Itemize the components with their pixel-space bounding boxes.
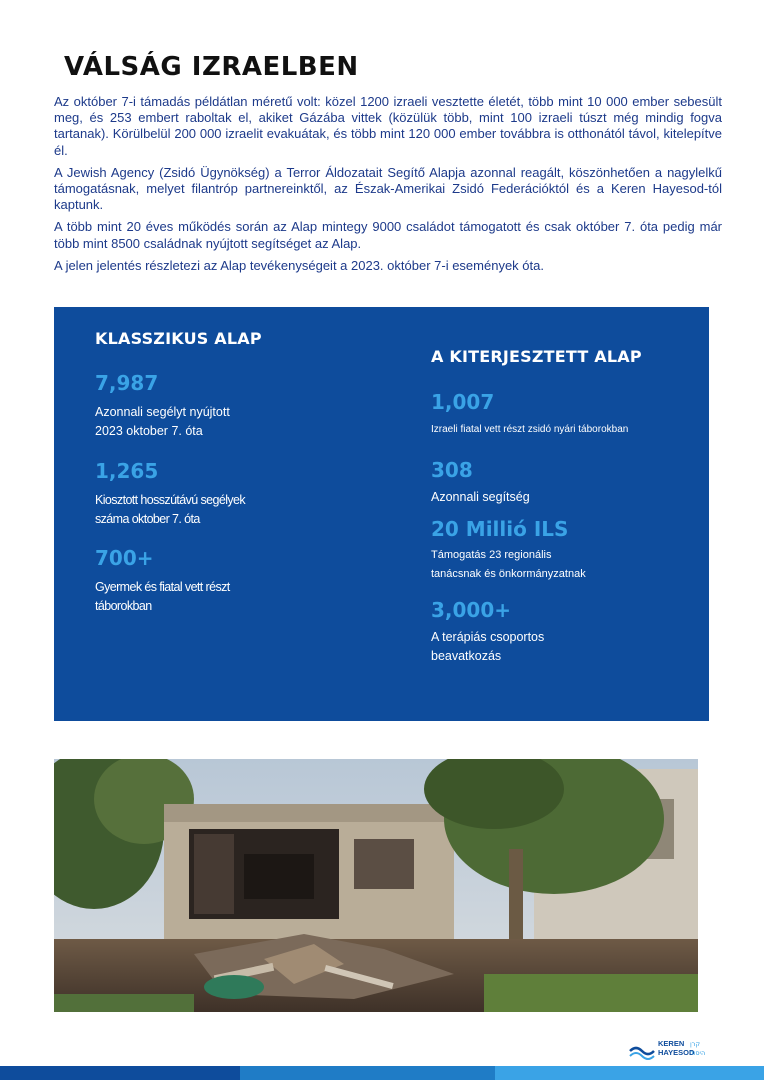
classic-fund-column [95, 329, 355, 616]
stat-desc-line: Kiosztott hosszútávú segélyek [95, 493, 246, 507]
stat-desc-line: tanácsnak és önkormányzatnak [431, 568, 586, 580]
footer-bar-segment [495, 1066, 764, 1080]
stat-value: 3,000+ [431, 598, 512, 622]
intro-paragraph-2: A Jewish Agency (Zsidó Ügynökség) a Terror Áldozatait Segítő Alapja azonnal reagált, köszönhetően a nagylelkű támogatásnak, melyet filantróp partnereinktől, az Észak-Amerikai Zsidó Federációktól és a Keren Hayesod-tól kaptunk. [54, 164, 722, 213]
logo-wordmark [658, 1040, 694, 1057]
stat-desc-line: 2023 oktober 7. óta [95, 424, 203, 438]
logo-line-1: KEREN [658, 1039, 685, 1048]
footer-bar-segment [240, 1066, 495, 1080]
stat-value: 7,987 [95, 371, 159, 395]
stat-desc-line: Támogatás 23 regionális [431, 549, 552, 561]
extended-fund-heading: A KITERJESZTETT ALAP [431, 347, 642, 366]
stat-value: 1,265 [95, 459, 159, 483]
classic-fund-heading: KLASSZIKUS ALAP [95, 329, 262, 348]
stat-desc-line: táborokban [95, 599, 152, 613]
stat-value: 20 Millió ILS [431, 517, 569, 541]
stat-desc-line: Azonnali segítség [431, 490, 530, 504]
intro-paragraph-1: Az október 7-i támadás példátlan méretű volt: közel 1200 izraeli vesztette életét, több mint 10 000 ember sebesült meg, és 253 embert raboltak el, akiket Gázába vittek (közülük több, mint 100 izraeli túszt még mindig fogva tartanak). Körülbelül 200 000 izraelit evakuátak, és több mint 120 000 ember továbbra is otthonától távol, kitelepítve él. [54, 94, 722, 158]
logo-line-2: HAYESOD [658, 1047, 695, 1057]
footer-bar-segment [0, 1066, 240, 1080]
stat-desc-line: beavatkozás [431, 649, 502, 663]
logo-hebrew: קרן היסוד [690, 1040, 706, 1057]
intro-paragraph-3: A több mint 20 éves működés során az Alap mintegy 9000 családot támogatott és csak október 7. óta pedig már több mint 8500 családnak nyújtott segítséget az Alap. [54, 219, 722, 251]
intro-text [54, 94, 722, 280]
stat-value: 700+ [95, 546, 154, 570]
keren-hayesod-logo [628, 1040, 708, 1062]
footer-color-bar [0, 1066, 764, 1080]
extended-fund-column [431, 347, 691, 666]
stat-desc-line: Gyermek és fiatal vett részt [95, 580, 230, 594]
stat-desc-line: száma oktober 7. óta [95, 512, 200, 526]
page-title: VÁLSÁG IZRAELBEN [64, 52, 359, 82]
logo-wave-icon [628, 1040, 656, 1062]
stat-desc-line: Azonnali segélyt nyújtott [95, 405, 230, 419]
stat-value: 308 [431, 458, 473, 482]
stat-desc-line: Izraeli fiatal vett részt zsidó nyári táborokban [431, 424, 629, 435]
intro-paragraph-4: A jelen jelentés részletezi az Alap tevékenységeit a 2023. október 7-i események óta. [54, 257, 544, 273]
stats-panel [54, 307, 709, 721]
stat-desc-line: A terápiás csoportos [431, 630, 545, 644]
destroyed-house-photo [54, 759, 698, 1012]
stat-value: 1,007 [431, 390, 495, 414]
